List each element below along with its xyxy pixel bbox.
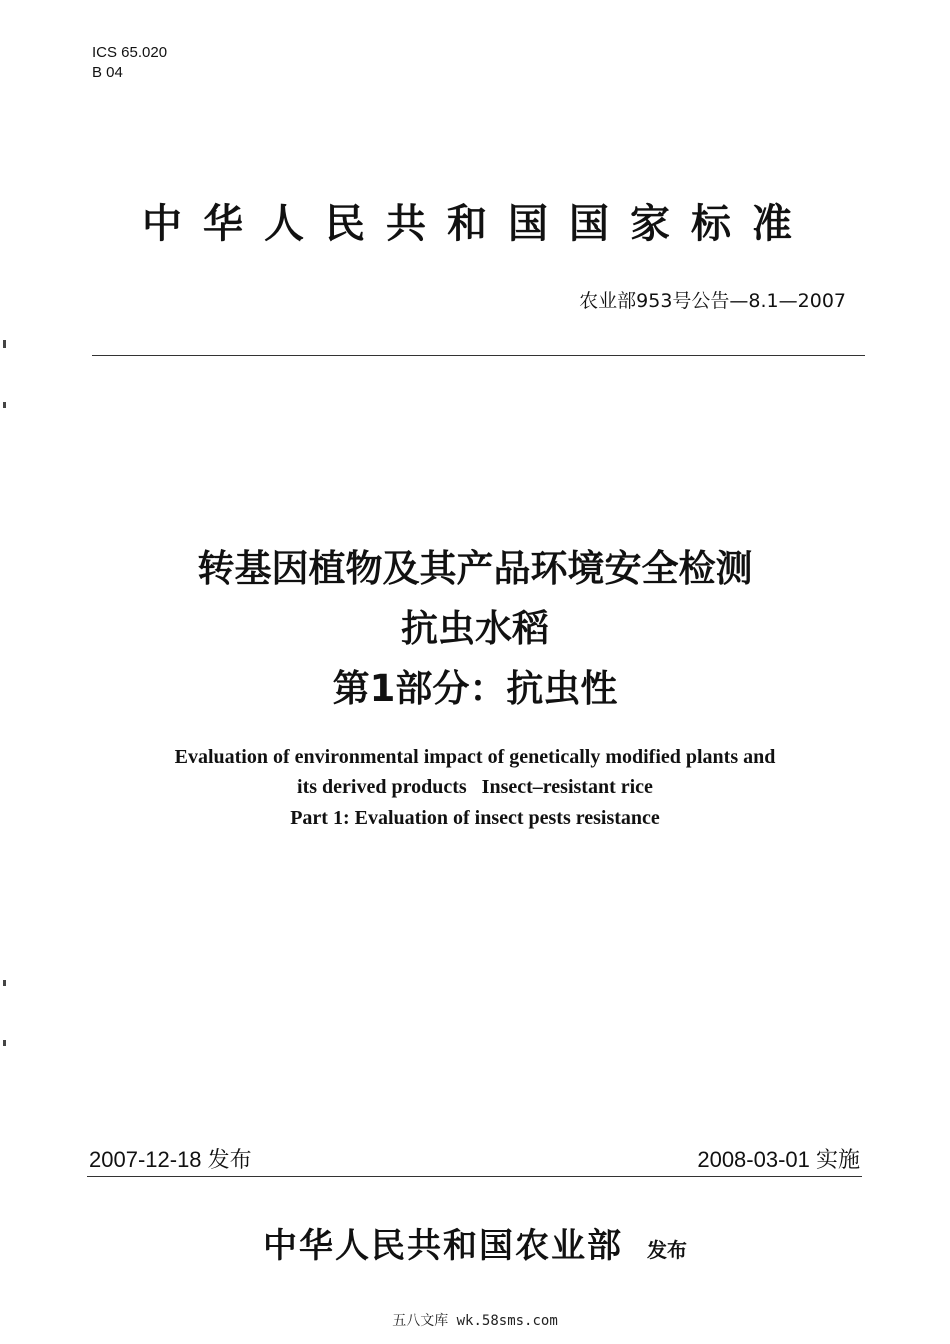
title-zh-line1: 转基因植物及其产品环境安全检测	[197, 547, 753, 590]
ccs-code: B 04	[92, 64, 123, 81]
issuer-block	[0, 1218, 950, 1267]
title-en-line2: its derived products Insect–resistant rice	[297, 776, 653, 798]
title-en-line3: Part 1: Evaluation of insect pests resistance	[290, 807, 660, 829]
national-standard-title: 中华人民共和国国家标准	[142, 201, 813, 247]
title-zh-line2: 抗虫水稻	[401, 607, 549, 650]
scan-edge-mark	[3, 1040, 6, 1046]
issue-date: 2007-12-18 发布	[89, 1147, 252, 1172]
scan-edge-mark	[3, 340, 6, 348]
title-en-line1: Evaluation of environmental impact of genetically modified plants and	[174, 746, 776, 768]
implementation-date: 2008-03-01 实施	[697, 1147, 860, 1172]
bottom-divider	[87, 1176, 862, 1177]
issuer-name: 中华人民共和国农业部	[263, 1226, 623, 1266]
scan-edge-mark	[3, 402, 6, 408]
standard-number: 农业部953号公告—8.1—2007	[579, 290, 846, 312]
ics-code: ICS 65.020	[92, 44, 168, 61]
scan-edge-mark	[3, 980, 6, 986]
title-zh-line3: 第1部分：抗虫性	[332, 667, 618, 710]
watermark: 五八文库 wk.58sms.com	[392, 1313, 558, 1329]
issuer-action: 发布	[647, 1238, 687, 1262]
top-divider	[92, 355, 865, 356]
